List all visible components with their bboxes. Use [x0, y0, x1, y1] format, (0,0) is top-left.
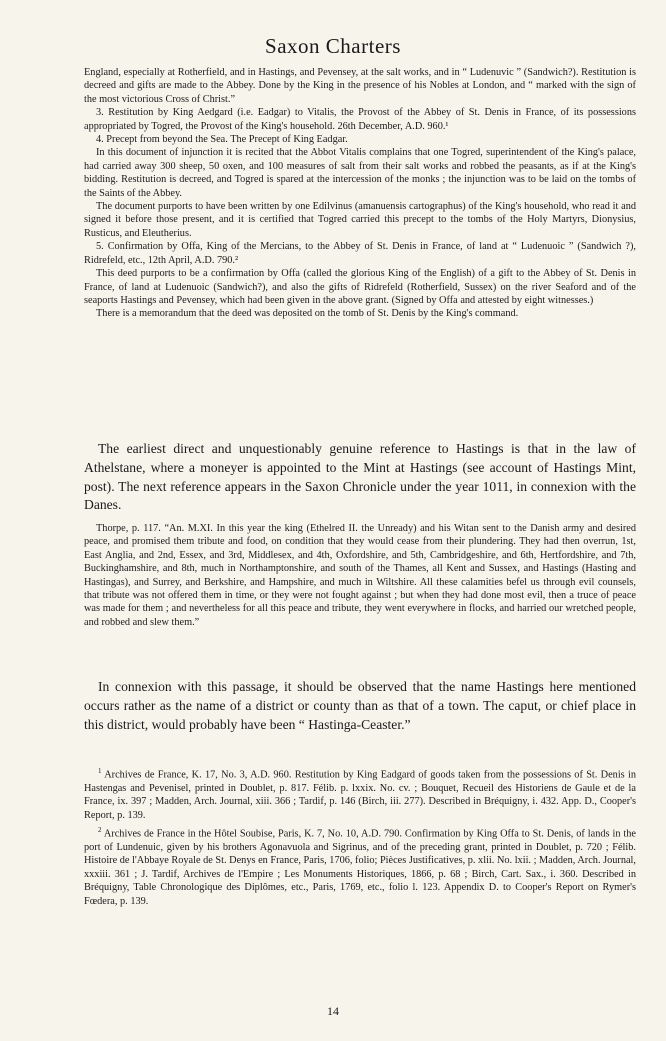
paragraph-charter-4-heading: 4. Precept from beyond the Sea. The Precept of King Eadgar.: [96, 134, 348, 146]
main-text-block-2: [84, 678, 636, 734]
footnote-marker: 1: [98, 767, 102, 775]
chronicle-quote: [84, 522, 636, 629]
paragraph-connexion: In connexion with this passage, it should be observed that the name Hastings here mentioned occurs rather as the name of a district or county than as that of a town. The caput, or chief place in this district, would probably have been “ Hastinga-Ceaster.”: [84, 679, 636, 732]
page-title: Saxon Charters: [265, 34, 401, 58]
charter-descriptions: [84, 66, 636, 321]
footnotes: [84, 765, 636, 910]
footnote-text: Archives de France in the Hôtel Soubise, Paris, K. 7, No. 10, A.D. 790. Confirmation by King Offa to St. Denis, of lands in the port of Lundenuic, given by his brothers Agonavuola and Sigrinus, and of the preceding grant, printed in Doublet, p. 720 ; Félib. Histoire de l'Abbaye Royale de St. Denys en France, Paris, 1706, folio; Pièces Justificatives, p. xlii. No. lxii. ; Madden, Arch. Journal, xxxiii. 361 ; J. Tardif, Archives de l'Empire ; Les Monuments Historiques, 1866, p. 68 ; Birch, Cart. Sax., i. 360. Described in Bréquigny, Table Chronologique des Diplômes, etc., Paris, 1769, etc., folio l. 123. Appendix D. to Cooper's Report on Rymer's Fœdera, p. 139.: [84, 828, 636, 907]
paragraph-charter-5: 5. Confirmation by Offa, King of the Mercians, to the Abbey of St. Denis in France, of land at “ Ludenuoic ” (Sandwich ?), Ridrefeld, etc., 12th April, A.D. 790.²: [84, 241, 636, 266]
main-text-block-1: [84, 440, 636, 515]
paragraph-charter-3: 3. Restitution by King Aedgard (i.e. Eadgar) to Vitalis, the Provost of the Abbey of St. Denis in France, of its possessions appropriated by Togred, the Provost of the King's household. 26th December, A.D. 960.¹: [84, 107, 636, 132]
paragraph-thorpe-quote: Thorpe, p. 117. “An. M.XI. In this year the king (Ethelred II. the Unready) and his Witan sent to the Danish army and desired peace, and promised them tribute and food, on condition that they would cease from their plundering. They had then overrun, 1st, East Anglia, and 2nd, Essex, and 3rd, Middlesex, and 4th, Oxfordshire, and 5th, Cambridgeshire, and 6th, Hertfordshire, and 7th, Buckinghamshire, and 8th, much in Northamptonshire, and south of the Thames, all Kent and Sussex, and Hastings (Hasting and Hastingas), and Surrey, and Berkshire, and Hampshire, and much in Wiltshire. All these calamities befel us through evil counsels, that tribute was not offered them in time, or they were not fought against ; but when they had done most evil, then a truce of peace was made for them ; and nevertheless for all this peace and tribute, they went everywhere in flocks, and harried our wretched people, and robbed and slew them.”: [84, 523, 636, 628]
footnote-2: [84, 824, 636, 908]
page-number: 14: [327, 1004, 339, 1018]
paragraph-charter-4-body: In this document of injunction it is recited that the Abbot Vitalis complains that one Togred, superintendent of the King's palace, had carried away 300 sheep, 50 oxen, and 100 measures of salt from their salt works and robbed the peasants, as if at the King's bidding. Restitution is decreed, and Togred is spared at the intercession of the monks ; the injunction was to be laid on the tombs of the Saints of the Abbey.: [84, 147, 636, 199]
footnote-marker: 2: [98, 826, 102, 835]
footnote-1: [84, 765, 636, 822]
paragraph-memorandum: There is a memorandum that the deed was deposited on the tomb of St. Denis by the King's command.: [96, 308, 519, 320]
paragraph-charter-4-author: The document purports to have been written by one Edilvinus (amanuensis cartographus) of the King's household, who read it and signed it before those present, and it is certified that Togred carried this precept to the tombs of the Holy Martyrs, Dionysius, Rusticus, and Eleutherius.: [84, 201, 636, 239]
paragraph-charter-5-body: This deed purports to be a confirmation by Offa (called the glorious King of the English) of a gift to the Abbey of St. Denis in France, of land at Ludenuoic (Sandwich?), and also the gifts of Ridrefeld (Rotherfield, Sussex) on the river Seaford and of the seaports Hastings and Pevensey, which had been given in the above grant. (Signed by Offa and attested by eight witnesses.): [84, 268, 636, 306]
footnote-text: Archives de France, K. 17, No. 3, A.D. 960. Restitution by King Eadgard of goods taken from the possessions of St. Denis in Hastengas and Pevenisel, printed in Doublet, p. 817. Félib. p. lxxix. No. cv. ; Bouquet, Recueil des Historiens de Gaule et de la France, ix. 397 ; Madden, Arch. Journal, xiii. 366 ; Tardif, p. 146 (Birch, iii. 277). Described in Bréquigny, i. 432. App. D., Cooper's Report, p. 139.: [84, 769, 636, 821]
paragraph-continuation: England, especially at Rotherfield, and in Hastings, and Pevensey, at the salt works, and in “ Ludenuvic ” (Sandwich?). Restitution is decreed and gifts are made to the Abbey. Done by the King in the presence of his Nobles at London, and “ marked with the sign of the most victorious Cross of Christ.”: [84, 67, 636, 105]
paragraph-earliest-reference: The earliest direct and unquestionably genuine reference to Hastings is that in the law of Athelstane, where a moneyer is appointed to the Mint at Hastings (see account of Hastings Mint, post). The next reference appears in the Saxon Chronicle under the year 1011, in connexion with the Danes.: [84, 441, 636, 513]
